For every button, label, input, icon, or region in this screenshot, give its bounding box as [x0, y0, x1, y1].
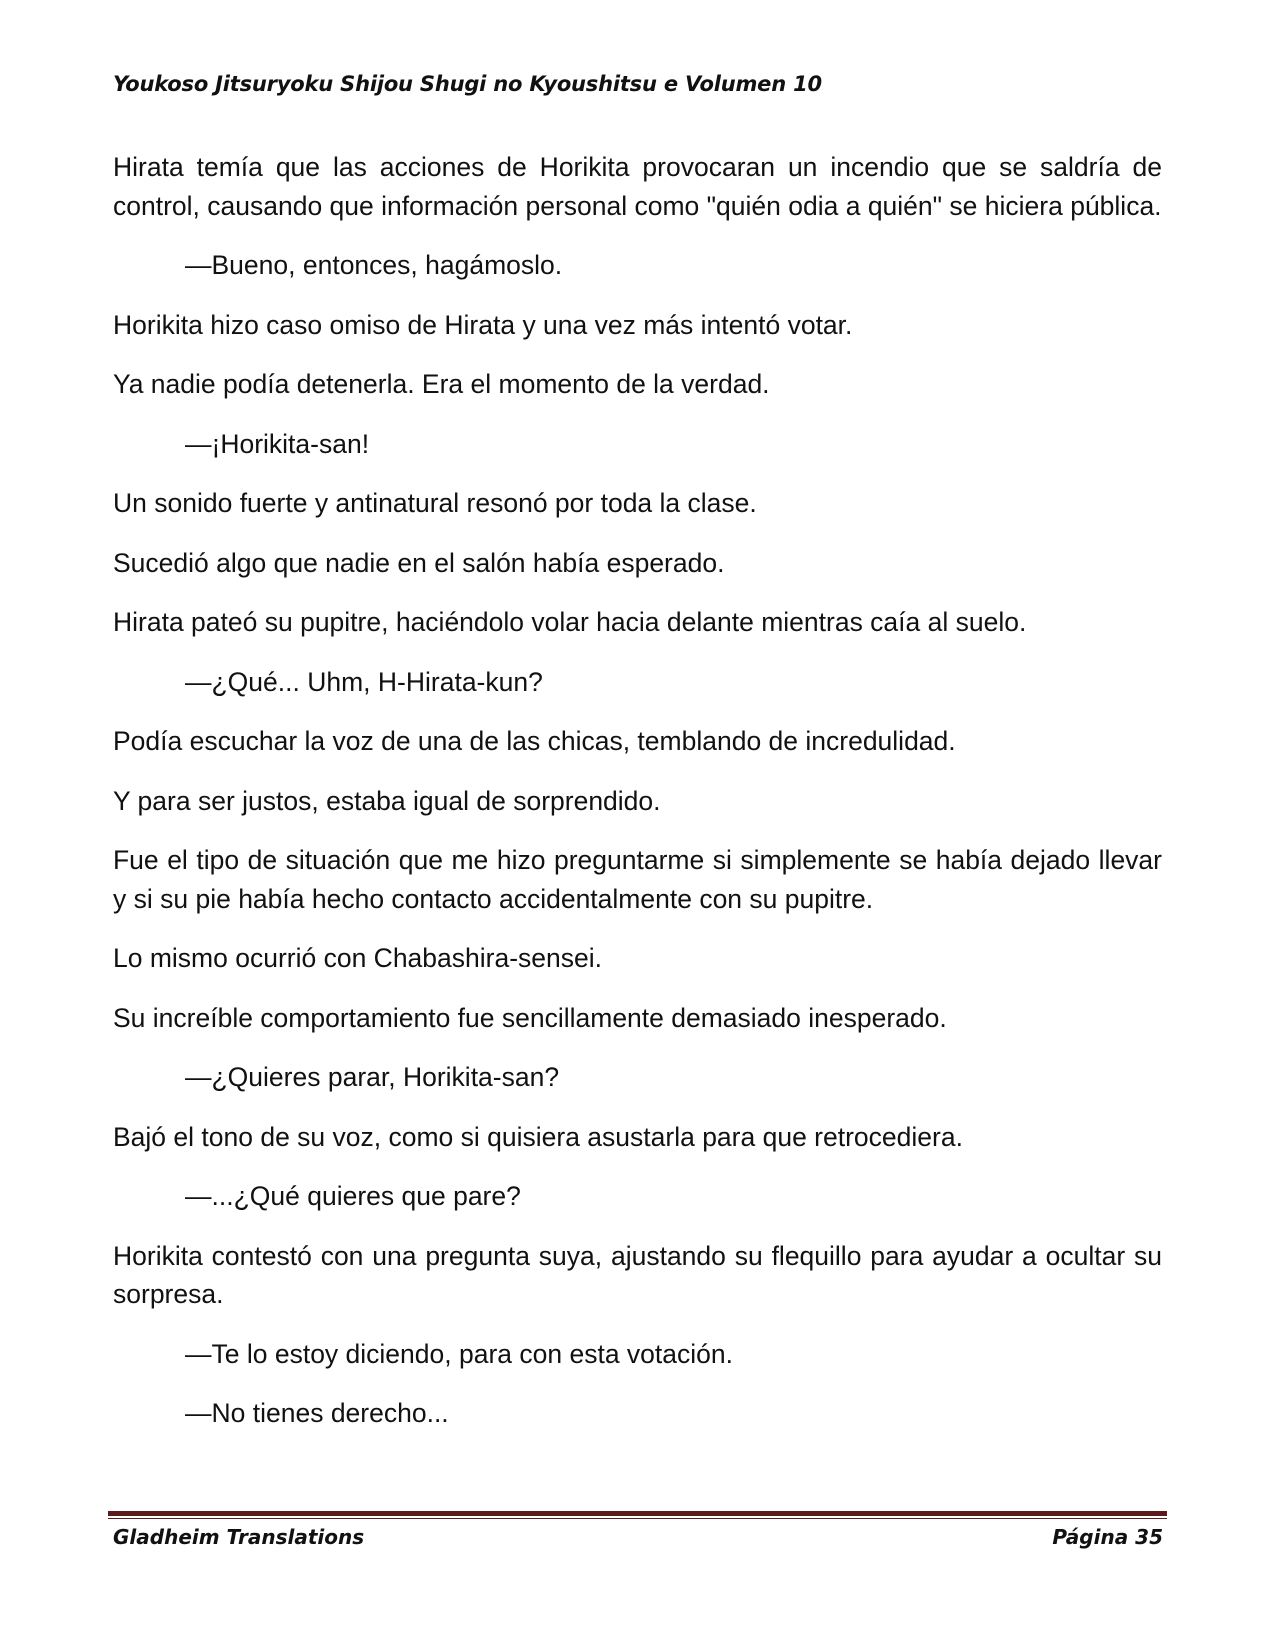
dialog-line: —...¿Qué quieres que pare?: [185, 1181, 521, 1211]
paragraph: Un sonido fuerte y antinatural resonó por toda la clase.: [113, 488, 757, 518]
paragraph: Hirata pateó su pupitre, haciéndolo volar hacia delante mientras caía al suelo.: [113, 607, 1027, 637]
dialog-line: —Bueno, entonces, hagámoslo.: [185, 250, 563, 280]
dialog-line: —¿Qué... Uhm, H-Hirata-kun?: [185, 666, 543, 697]
paragraph: Horikita hizo caso omiso de Hirata y una vez más intentó votar.: [113, 309, 853, 340]
paragraph: Fue el tipo de situación que me hizo preguntarme si simplemente se había dejado llevar y si su pie había hecho contacto accidentalmente con su pupitre.: [113, 845, 1162, 914]
footer-divider-thin: [108, 1518, 1167, 1519]
paragraph: Lo mismo ocurrió con Chabashira-sensei.: [113, 943, 602, 973]
footer-divider-thick: [108, 1511, 1167, 1516]
footer-divider: [108, 1511, 1167, 1519]
paragraph: Ya nadie podía detenerla. Era el momento de la verdad.: [113, 369, 770, 399]
dialog-line: —¡Horikita-san!: [185, 428, 370, 459]
dialog-line: —No tienes derecho...: [185, 1398, 449, 1428]
paragraph: Bajó el tono de su voz, como si quisiera asustarla para que retrocediera.: [113, 1121, 963, 1152]
page-number: Página 35: [1052, 1525, 1163, 1549]
paragraph: Horikita contestó con una pregunta suya, ajustando su flequillo para ayudar a ocultar su sorpresa.: [113, 1240, 1162, 1309]
dialog-line: —Te lo estoy diciendo, para con esta votación.: [185, 1338, 733, 1369]
page-body: [113, 148, 1162, 1454]
translator-credit: Gladheim Translations: [113, 1525, 365, 1549]
paragraph: Podía escuchar la voz de una de las chicas, temblando de incredulidad.: [113, 726, 956, 756]
running-header: Youkoso Jitsuryoku Shijou Shugi no Kyoushitsu e Volumen 10: [113, 72, 822, 96]
paragraph: Hirata temía que las acciones de Horikita provocaran un incendio que se saldría de control, causando que información personal como "quién odia a quién" se hiciera pública.: [113, 152, 1162, 221]
paragraph: Y para ser justos, estaba igual de sorprendido.: [113, 785, 661, 816]
paragraph: Su increíble comportamiento fue sencillamente demasiado inesperado.: [113, 1002, 947, 1033]
dialog-line: —¿Quieres parar, Horikita-san?: [185, 1062, 560, 1092]
paragraph: Sucedió algo que nadie en el salón había esperado.: [113, 547, 725, 578]
